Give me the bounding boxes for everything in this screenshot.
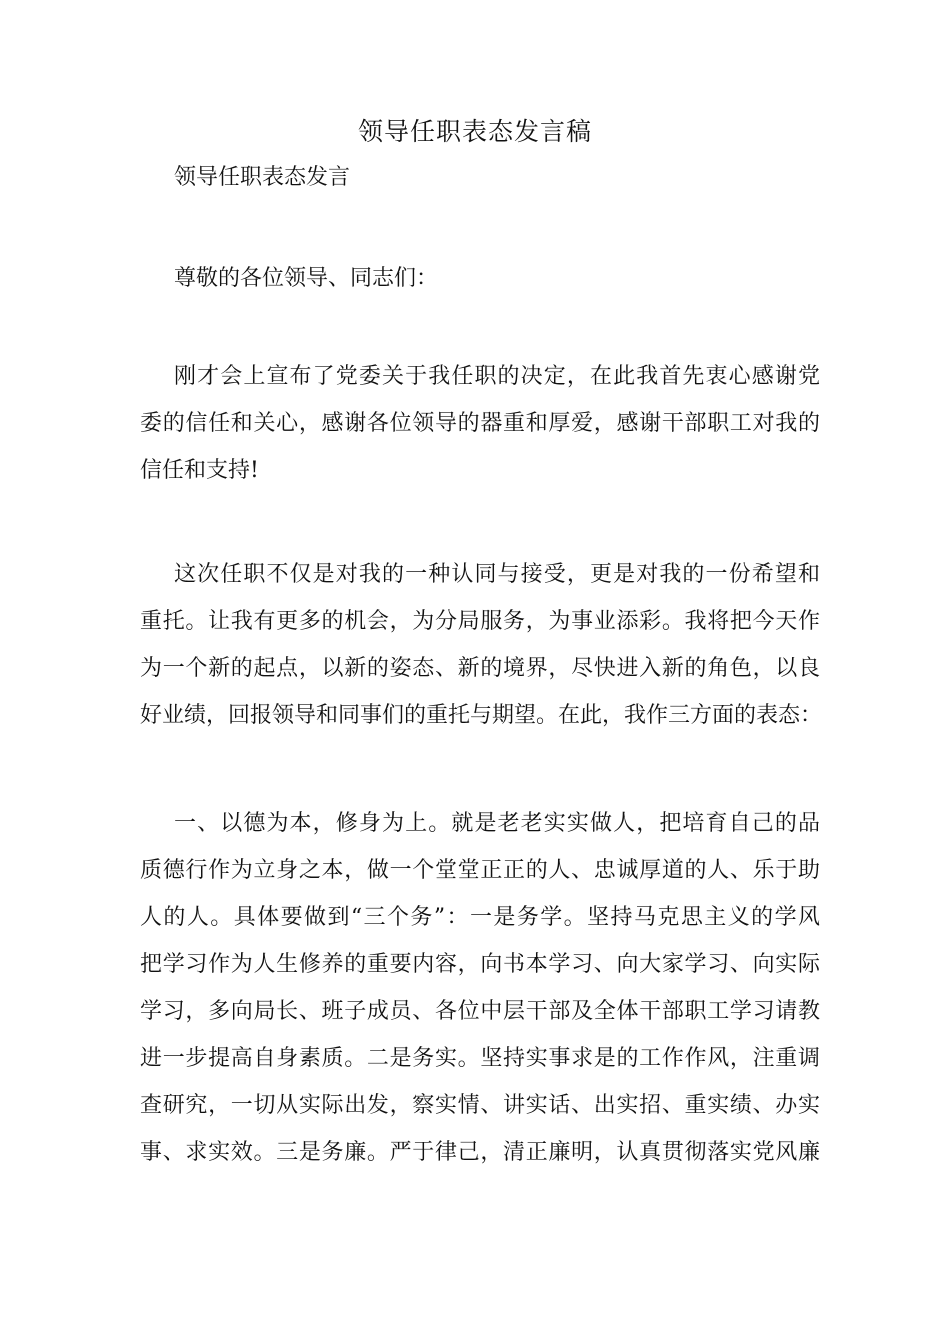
document-subtitle: 领导任职表态发言 <box>174 165 351 190</box>
paragraph-line: 一、以德为本，修身为上。就是老老实实做人，把培育自己的品 <box>174 811 820 836</box>
salutation: 尊敬的各位领导、同志们： <box>174 266 439 291</box>
paragraph-line: 质德行作为立身之本，做一个堂堂正正的人、忠诚厚道的人、乐于助 <box>140 858 820 883</box>
paragraph-line: 刚才会上宣布了党委关于我任职的决定，在此我首先衷心感谢党 <box>174 364 820 389</box>
paragraph-line: 这次任职不仅是对我的一种认同与接受，更是对我的一份希望和 <box>174 562 820 587</box>
paragraph-3 <box>140 800 820 1176</box>
paragraph-line: 学习，多向局长、班子成员、各位中层干部及全体干部职工学习请教 <box>140 999 820 1024</box>
paragraph-line: 人的人。具体要做到“三个务”：一是务学。坚持马克思主义的学风 <box>140 905 820 930</box>
paragraph-1 <box>140 353 820 494</box>
paragraph-line: 为一个新的起点，以新的姿态、新的境界，尽快进入新的角色，以良 <box>140 656 820 681</box>
paragraph-line: 把学习作为人生修养的重要内容，向书本学习、向大家学习、向实际 <box>140 952 820 977</box>
paragraph-line: 重托。让我有更多的机会，为分局服务，为事业添彩。我将把今天作 <box>140 609 820 634</box>
paragraph-line: 事、求实效。三是务廉。严于律己，清正廉明，认真贯彻落实党风廉 <box>140 1140 820 1165</box>
paragraph-line: 进一步提高自身素质。二是务实。坚持实事求是的工作作风，注重调 <box>140 1046 820 1071</box>
document-title: 领导任职表态发言稿 <box>357 117 592 146</box>
paragraph-line: 好业绩，回报领导和同事们的重托与期望。在此，我作三方面的表态： <box>140 703 823 728</box>
paragraph-line: 信任和支持! <box>140 458 259 483</box>
paragraph-line: 委的信任和关心，感谢各位领导的器重和厚爱，感谢干部职工对我的 <box>140 411 820 436</box>
paragraph-line: 查研究，一切从实际出发，察实情、讲实话、出实招、重实绩、办实 <box>140 1093 820 1118</box>
paragraph-2 <box>140 551 823 739</box>
